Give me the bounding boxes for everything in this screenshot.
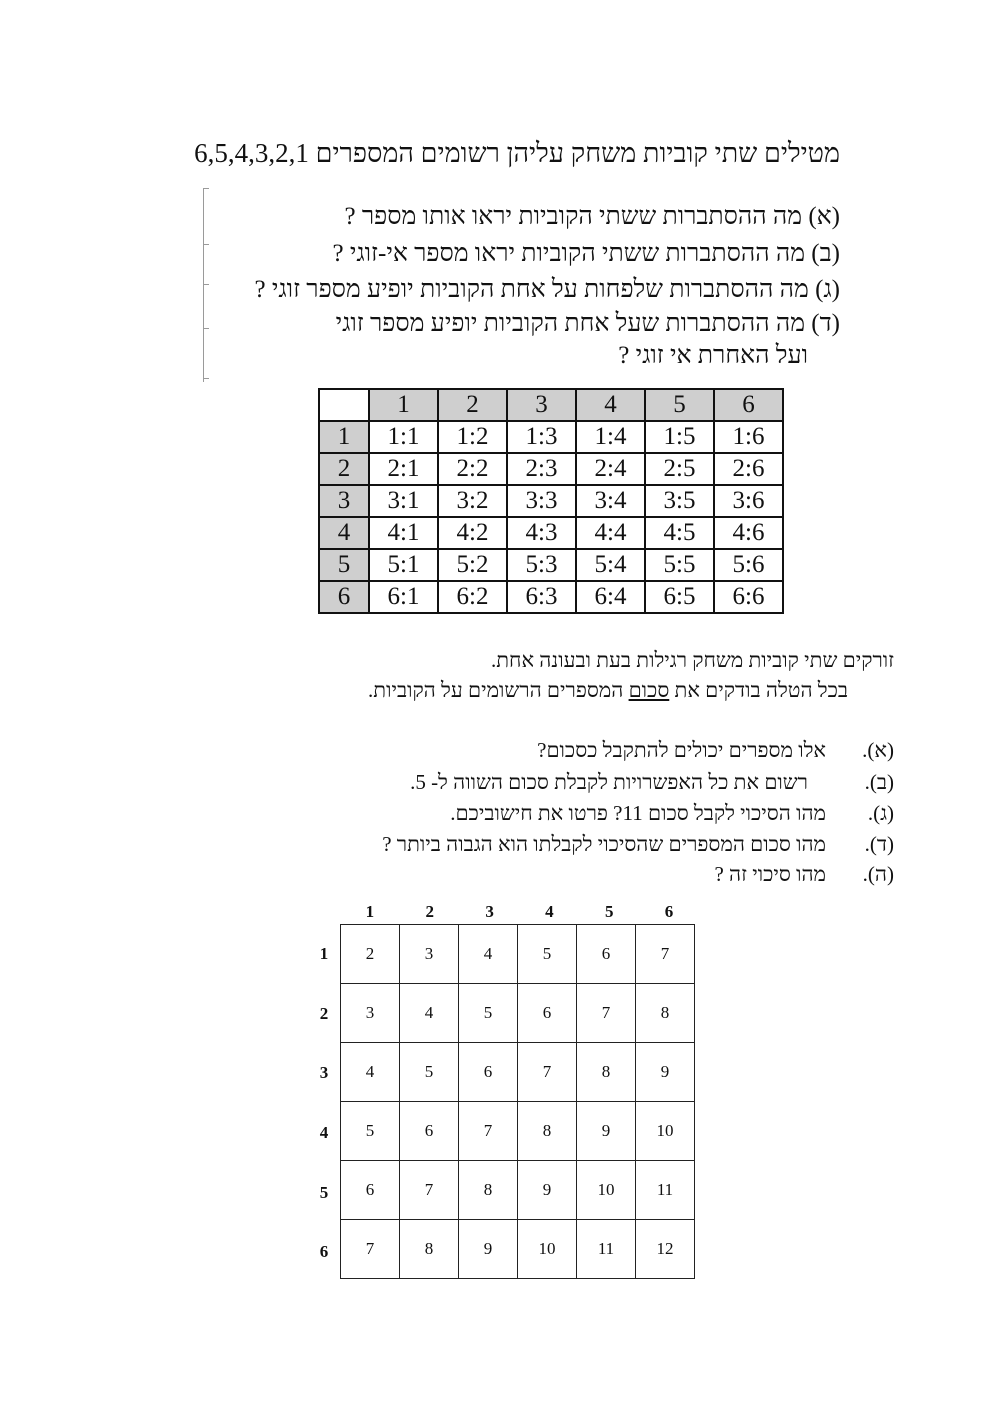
table-cell: 8 [459,1161,518,1220]
question-2d-label: (ד). [864,832,894,856]
margin-tick [203,378,209,379]
table-cell: 3 [341,984,400,1043]
table-row [319,453,783,485]
table-cell: 4:5 [645,517,714,549]
table-cell: 6:6 [714,581,783,613]
table-row [319,485,783,517]
table-cell: 8 [577,1043,636,1102]
column-header: 3 [485,902,494,921]
table-cell: 3:4 [576,485,645,517]
table-cell: 2:3 [507,453,576,485]
question-2b-label: (ב). [864,770,894,794]
table-cell: 5:2 [438,549,507,581]
table-cell: 8 [400,1220,459,1279]
column-header: 3 [507,389,576,421]
column-header: 6 [664,902,674,921]
intro-line-2-after: המספרים הרשומים על הקוביות. [368,678,629,702]
row-header: 1 [319,943,329,963]
question-1b: (ב) מה ההסתברות ששתי הקוביות יראו מספר אי-זוגי ? [332,240,840,267]
table-row [319,421,783,453]
margin-bar [203,188,204,382]
question-1d: (ד) מה ההסתברות שעל אחת הקוביות יופיע מספר זוגי [335,310,840,337]
table-cell: 5:4 [576,549,645,581]
table-row [341,984,695,1043]
table-cell: 4 [459,925,518,984]
table-header-row [319,389,783,421]
table-cell: 6:4 [576,581,645,613]
table-cell: 5 [459,984,518,1043]
question-1c: (ג) מה ההסתברות שלפחות על אחת הקוביות יופיע מספר זוגי ? [254,276,840,303]
question-1a: (א) מה ההסתברות ששתי הקוביות יראו אותו מספר ? [344,203,840,230]
table-cell: 5 [518,925,577,984]
table-cell: 1:5 [645,421,714,453]
table-cell: 6 [459,1043,518,1102]
table-cell: 4:4 [576,517,645,549]
table-row [341,1102,695,1161]
table-cell: 5:1 [369,549,438,581]
table-cell: 3:1 [369,485,438,517]
row-header: 5 [319,549,369,581]
row-header: 3 [319,1063,329,1083]
table-row [341,1043,695,1102]
table-cell: 2:2 [438,453,507,485]
table-cell: 2:4 [576,453,645,485]
table-row [319,517,783,549]
row-header: 3 [319,485,369,517]
intro-underlined-word: סכום [628,678,670,702]
table-cell: 6 [341,1161,400,1220]
question-2e-label: (ה). [862,862,894,886]
table-cell: 1:3 [507,421,576,453]
sums-row-headers [314,924,334,1282]
table-cell: 2:6 [714,453,783,485]
table-cell: 9 [459,1220,518,1279]
table-cell: 3:2 [438,485,507,517]
question-2c-label: (ג). [867,801,894,825]
table-cell: 3:6 [714,485,783,517]
row-header: 6 [319,581,369,613]
column-header: 2 [438,389,507,421]
table-cell: 2:1 [369,453,438,485]
margin-tick [203,284,209,285]
column-header: 5 [645,389,714,421]
intro-line-2-before: בכל הטלה בודקים את [669,678,848,702]
table-cell: 6:2 [438,581,507,613]
table-row [341,925,695,984]
row-header: 4 [319,1122,329,1142]
table-cell: 11 [636,1161,695,1220]
question-2b-text: רשום את כל האפשרויות לקבלת סכום השווה ל- 5. [410,770,808,794]
table-cell: 4:6 [714,517,783,549]
table-cell: 4:1 [369,517,438,549]
table-cell: 5 [400,1043,459,1102]
table-cell: 6:1 [369,581,438,613]
sums-column-headers [340,902,699,922]
table-cell: 11 [577,1220,636,1279]
table-cell: 5:6 [714,549,783,581]
question-2a-text: אלו מספרים יכולים להתקבל כסכום? [537,738,826,762]
table-cell: 1:6 [714,421,783,453]
table-cell: 3 [400,925,459,984]
table-cell: 6:3 [507,581,576,613]
question-2d-text: מהו סכום המספרים שהסיכוי לקבלתו הוא הגבוה ביותר ? [382,832,826,856]
table-cell: 8 [518,1102,577,1161]
table-cell: 9 [577,1102,636,1161]
table-cell: 3:5 [645,485,714,517]
column-header: 4 [545,902,554,921]
table-row [341,1161,695,1220]
worksheet-title: מטילים שתי קוביות משחק עליהן רשומים המספרים 6,5,4,3,2,1 [194,138,840,168]
margin-tick [203,188,209,189]
table-cell: 9 [636,1043,695,1102]
table-cell: 10 [518,1220,577,1279]
table-cell: 1:1 [369,421,438,453]
table-cell: 5 [341,1102,400,1161]
column-header: 6 [714,389,783,421]
table-cell: 1:4 [576,421,645,453]
row-header: 2 [319,1003,329,1023]
row-header: 4 [319,517,369,549]
table-cell: 4:2 [438,517,507,549]
column-header: 5 [604,902,614,921]
margin-tick [203,328,209,329]
table-cell: 10 [636,1102,695,1161]
table-cell: 2 [341,925,400,984]
table-cell: 7 [518,1043,577,1102]
table-cell: 5:5 [645,549,714,581]
table-cell: 4 [341,1043,400,1102]
table-cell: 7 [459,1102,518,1161]
dice-pairs-table [318,388,784,614]
column-header: 4 [576,389,645,421]
table-cell: 12 [636,1220,695,1279]
question-2e-text: מהו סיכוי זה ? [714,862,826,886]
question-1d-continued: ועל האחרת אי זוגי ? [618,342,808,369]
table-cell: 7 [636,925,695,984]
column-header: 1 [369,389,438,421]
table-cell: 7 [577,984,636,1043]
table-row [319,549,783,581]
intro-line-2 [368,678,848,703]
table-cell: 10 [577,1161,636,1220]
table-cell: 6 [400,1102,459,1161]
table-cell: 1:2 [438,421,507,453]
table-cell: 9 [518,1161,577,1220]
table-cell: 4:3 [507,517,576,549]
row-header: 1 [319,421,369,453]
table-row [319,581,783,613]
margin-tick [203,244,209,245]
table-cell: 4 [400,984,459,1043]
table-cell: 6 [518,984,577,1043]
row-header: 2 [319,453,369,485]
table-cell: 7 [341,1220,400,1279]
table-cell: 8 [636,984,695,1043]
table-row [341,1220,695,1279]
table-cell: 2:5 [645,453,714,485]
question-2c-text: מהו הסיכוי לקבל סכום 11? פרטו את חישוביכם. [450,801,826,825]
row-header: 6 [319,1242,329,1262]
dice-sums-table [340,924,695,1279]
row-header: 5 [319,1182,329,1202]
table-cell: 3:3 [507,485,576,517]
column-header: 2 [425,902,434,921]
question-2a-label: (א). [862,738,894,762]
table-cell: 5:3 [507,549,576,581]
intro-line-1: זורקים שתי קוביות משחק רגילות בעת ובעונה אחת. [490,648,894,672]
table-cell: 6:5 [645,581,714,613]
table-cell: 7 [400,1161,459,1220]
table-cell: 6 [577,925,636,984]
table-corner-cell [319,389,369,421]
column-header: 1 [365,902,375,921]
